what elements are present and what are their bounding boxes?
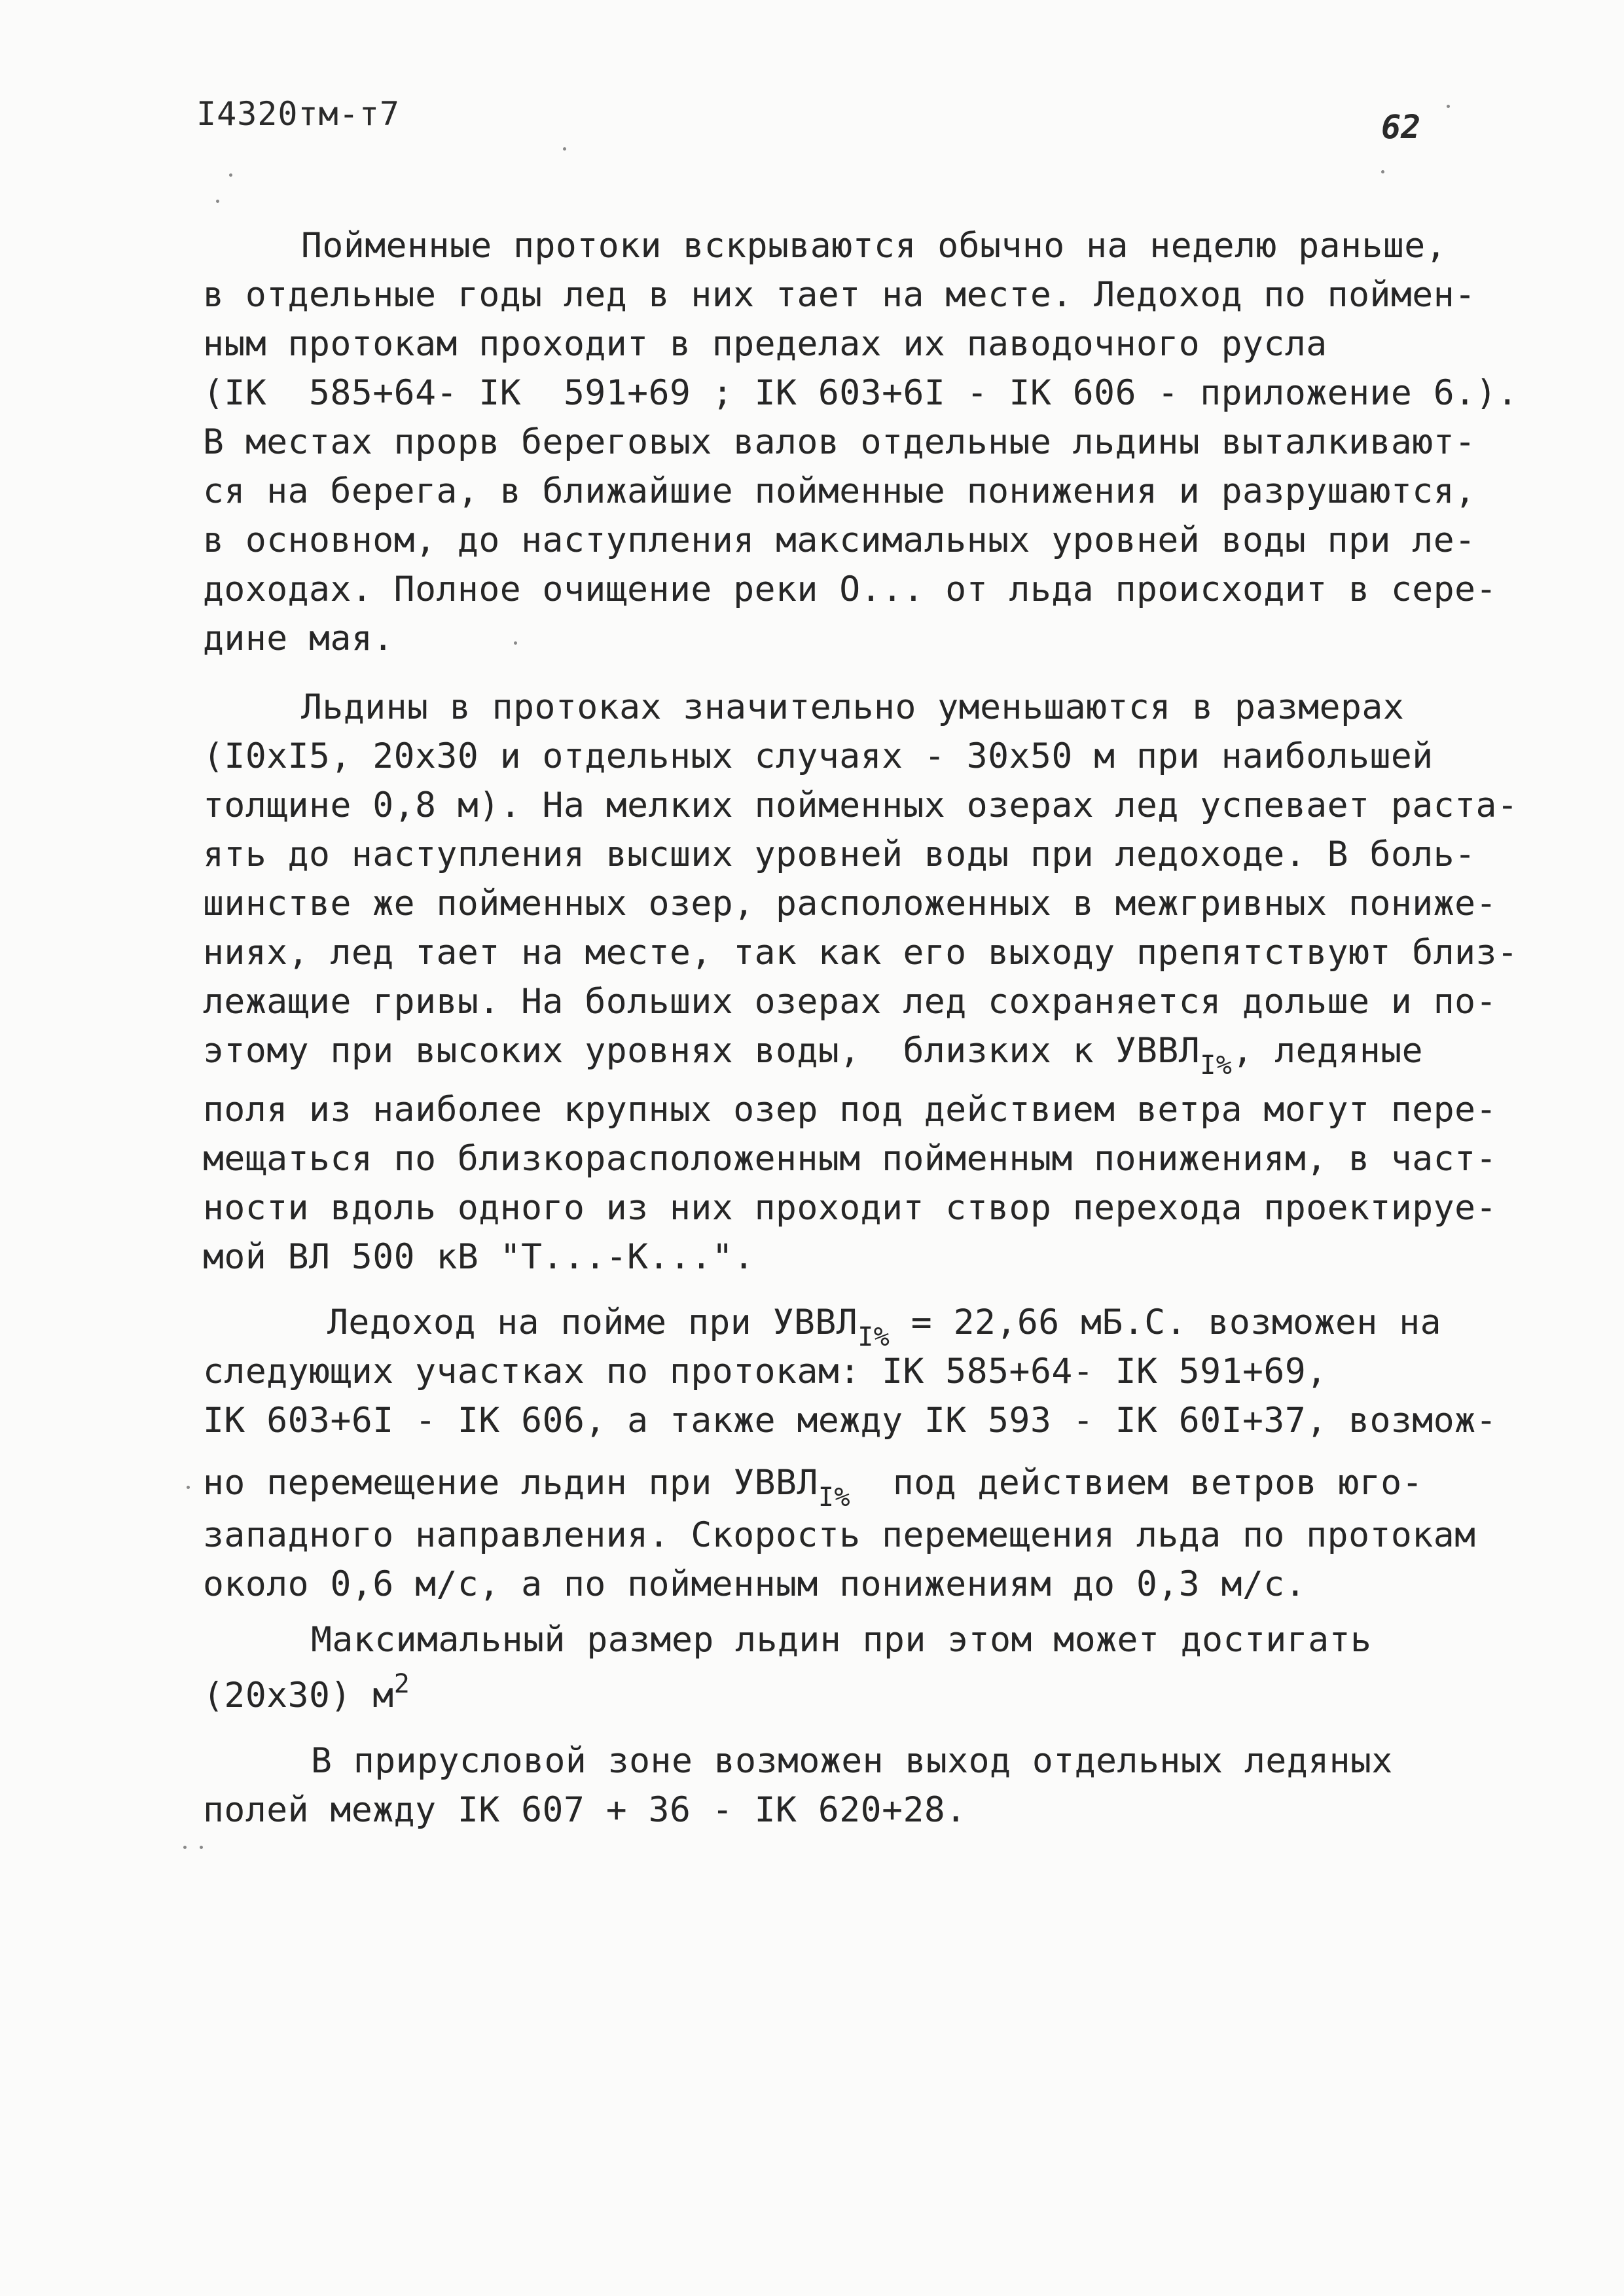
paragraph-2-line-1: Льдины в протоках значительно уменьшаются в размерах	[301, 687, 1405, 727]
paragraph-1-line-4: (IК 585+64- IК 591+69 ; IК 603+6I - IК 606 - приложение 6.).	[203, 373, 1519, 413]
paragraph-2-line-7: лежащие гривы. На больших озерах лед сохраняется дольше и по-	[203, 982, 1497, 1022]
paragraph-2-line-4: ять до наступления высших уровней воды при ледоходе. В боль-	[203, 834, 1476, 874]
paragraph-2-line-3: толщине 0,8 м). На мелких пойменных озерах лед успевает раста-	[203, 785, 1519, 825]
paragraph-1-line-3: ным протокам проходит в пределах их паводочного русла	[203, 324, 1327, 364]
paragraph-2-line-8-text: этому при высоких уровнях воды, близких к УВВЛ	[203, 1031, 1200, 1071]
paragraph-3-line-4-text: но перемещение льдин при УВВЛ	[203, 1463, 818, 1503]
paragraph-1-line-7: в основном, до наступления максимальных уровней воды при ле-	[203, 520, 1476, 560]
paragraph-4-line-1: Максимальный размер льдин при этом может достигать	[311, 1620, 1372, 1660]
subscript-1-percent: I%	[857, 1322, 890, 1352]
scan-speck	[229, 173, 232, 177]
paragraph-1-line-9: дине мая.	[203, 619, 394, 658]
paragraph-2-line-9: поля из наиболее крупных озер под действием ветра могут пере-	[203, 1090, 1497, 1130]
paragraph-3-line-4	[203, 1463, 1424, 1513]
scan-speck	[1381, 170, 1384, 173]
scan-speck	[563, 147, 566, 151]
paragraph-2-line-2: (I0хI5, 20х30 и отдельных случаях - 30х50 м при наибольшей	[203, 736, 1434, 776]
paragraph-3-line-1	[327, 1302, 1442, 1352]
paragraph-3-line-3: IК 603+6I - IК 606, а также между IК 593 - IК 60I+37, возмож-	[203, 1401, 1497, 1441]
document-code: I4320тм-т7	[196, 95, 401, 133]
page-number: 62	[1381, 108, 1421, 146]
scan-speck	[514, 641, 517, 645]
paragraph-2-line-8-tail: , ледяные	[1232, 1031, 1424, 1071]
paragraph-2-line-6: ниях, лед тает на месте, так как его выходу препятствуют близ-	[203, 933, 1519, 973]
paragraph-4-line-2	[203, 1669, 410, 1715]
scan-speck	[200, 1846, 203, 1849]
paragraph-2-line-8	[203, 1031, 1424, 1081]
paragraph-1-line-1: Пойменные протоки вскрываются обычно на неделю раньше,	[301, 226, 1447, 266]
paragraph-2-line-12: мой ВЛ 500 кВ "Т...-К...".	[203, 1237, 755, 1277]
paragraph-5-line-1: В прирусловой зоне возможен выход отдельных ледяных	[311, 1741, 1393, 1781]
scan-speck	[187, 1486, 190, 1489]
paragraph-3-line-1-tail: = 22,66 мБ.С. возможен на	[890, 1302, 1442, 1342]
scan-speck	[1447, 105, 1450, 108]
paragraph-1-line-2: в отдельные годы лед в них тает на месте. Ледоход по поймен-	[203, 275, 1476, 315]
paragraph-2-line-10: мещаться по близкорасположенным пойменным понижениям, в част-	[203, 1139, 1497, 1179]
paragraph-4-line-2-text: (20х30) м	[203, 1676, 394, 1715]
scan-speck	[183, 1846, 187, 1849]
subscript-1-percent: I%	[1200, 1050, 1233, 1081]
subscript-1-percent: I%	[818, 1482, 851, 1513]
paragraph-2-line-11: ности вдоль одного из них проходит створ перехода проектируе-	[203, 1188, 1497, 1228]
paragraph-3-line-1-text: Ледоход на пойме при УВВЛ	[327, 1302, 858, 1342]
scan-speck	[216, 200, 219, 203]
paragraph-1-line-8: доходах. Полное очищение реки О... от льда происходит в сере-	[203, 569, 1497, 609]
paragraph-3-line-6: около 0,6 м/с, а по пойменным понижениям до 0,3 м/с.	[203, 1564, 1307, 1604]
paragraph-1-line-6: ся на берега, в ближайшие пойменные понижения и разрушаются,	[203, 471, 1476, 511]
paragraph-1-line-5: В местах прорв береговых валов отдельные льдины выталкивают-	[203, 422, 1476, 462]
paragraph-3-line-2: следующих участках по протокам: IК 585+64- IК 591+69,	[203, 1352, 1327, 1391]
superscript-2: 2	[393, 1669, 410, 1699]
paragraph-5-line-2: полей между IК 607 + 36 - IК 620+28.	[203, 1790, 967, 1830]
paragraph-3-line-4-tail: под действием ветров юго-	[850, 1463, 1424, 1503]
paragraph-2-line-5: шинстве же пойменных озер, расположенных в межгривных пониже-	[203, 884, 1497, 924]
paragraph-3-line-5: западного направления. Скорость перемещения льда по протокам	[203, 1515, 1476, 1555]
